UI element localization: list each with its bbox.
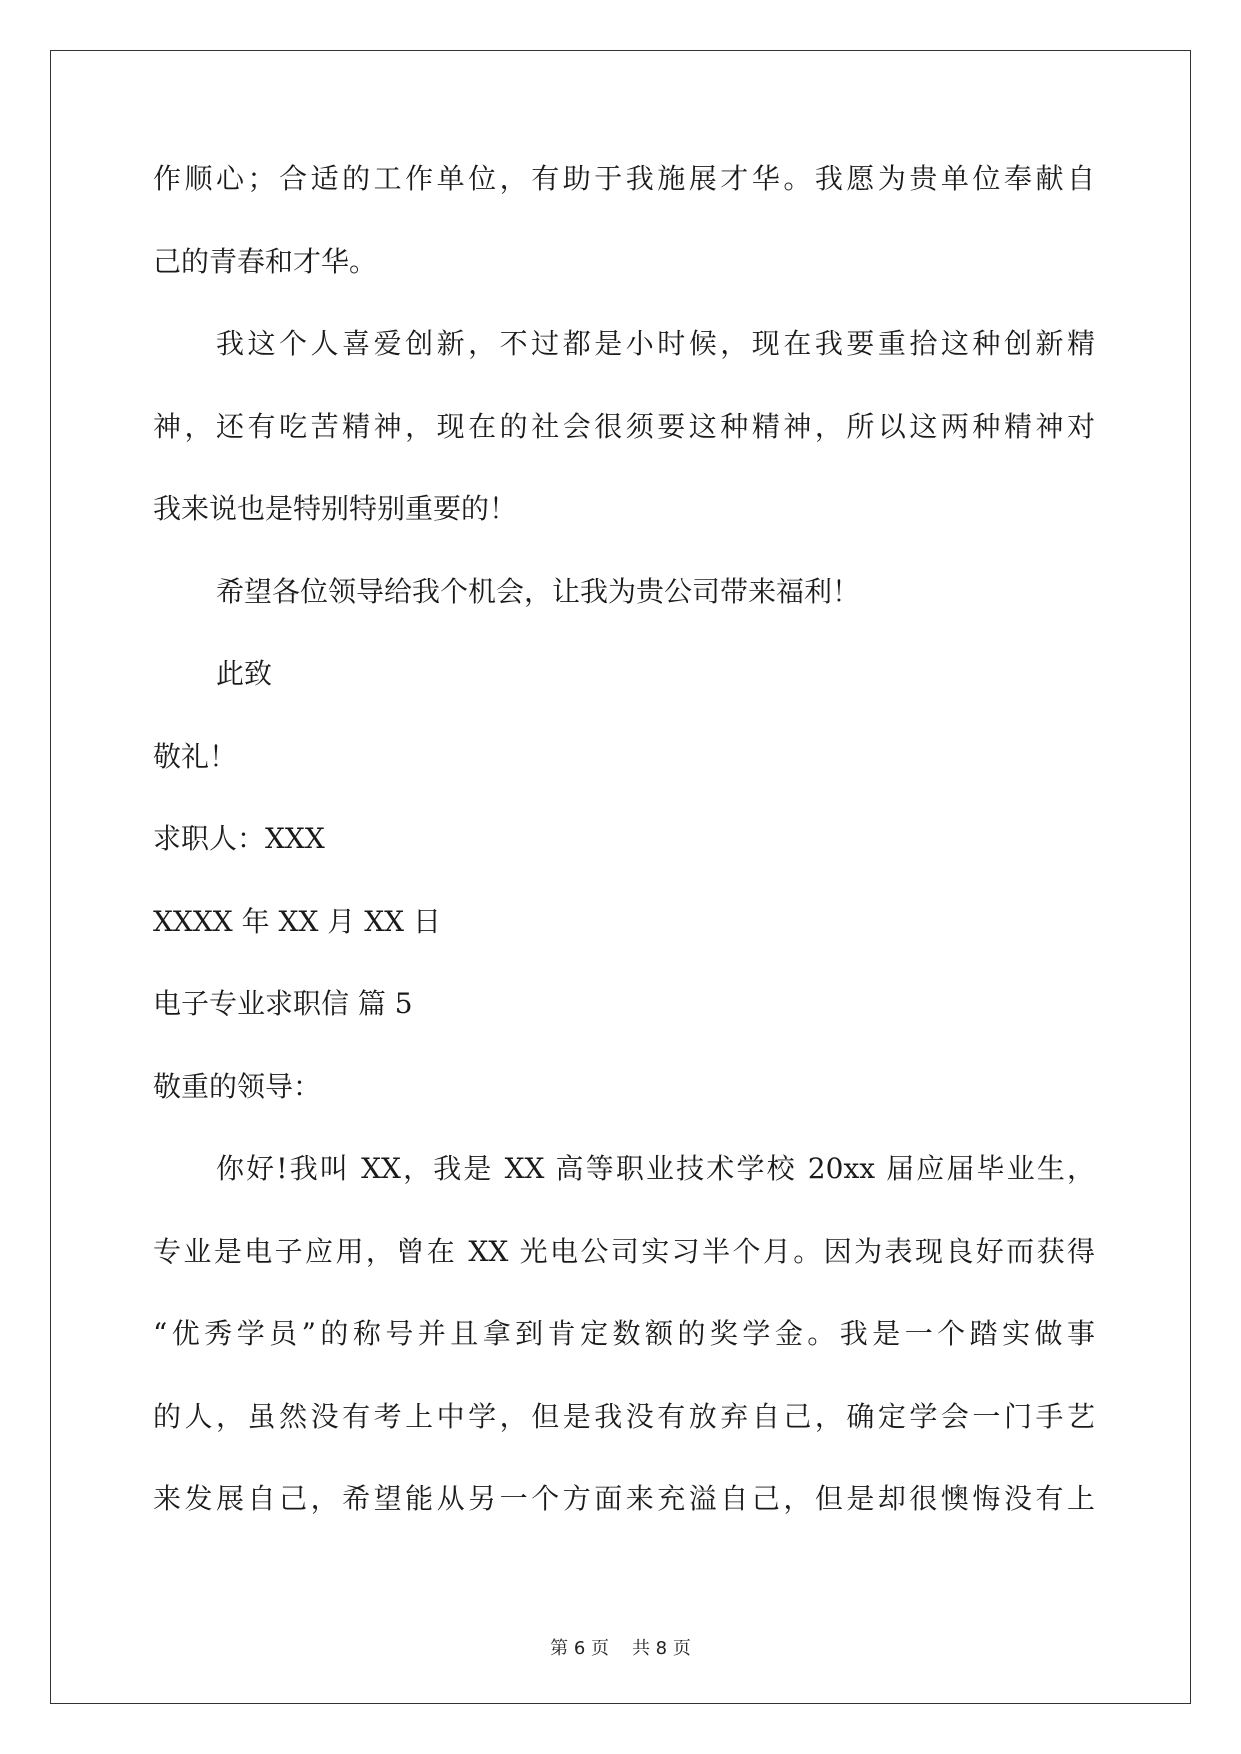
- text-line: “优秀学员”的称号并且拿到肯定数额的奖学金。我是一个踏实做事: [153, 1317, 1095, 1350]
- closing-regards: 敬礼！: [153, 739, 238, 773]
- text-line: 己的青春和才华。: [153, 244, 378, 278]
- page-number: 第 6 页 共 8 页: [550, 1638, 691, 1659]
- page-footer: [0, 1634, 1241, 1660]
- section-heading: 电子专业求职信 篇 5: [153, 987, 413, 1020]
- text-line: 专业是电子应用，曾在 XX 光电公司实习半个月。因为表现良好而获得: [153, 1234, 1095, 1268]
- letter-date: XXXX 年 XX 月 XX 日: [153, 904, 441, 938]
- text-line: 希望各位领导给我个机会，让我为贵公司带来福利！: [216, 574, 861, 608]
- text-line: 来发展自己，希望能从另一个方面来充溢自己，但是却很懊悔没有上: [153, 1482, 1095, 1515]
- text-line: 神，还有吃苦精神，现在的社会很须要这种精神，所以这两种精神对: [153, 409, 1095, 443]
- applicant-name: 求职人：XXX: [153, 822, 325, 855]
- greeting: 敬重的领导：: [153, 1069, 322, 1103]
- text-line: 的人，虽然没有考上中学，但是我没有放弃自己，确定学会一门手艺: [153, 1399, 1095, 1433]
- document-body: [153, 163, 1095, 1566]
- text-line: 你好!我叫 XX，我是 XX 高等职业技术学校 20xx 届应届毕业生，: [216, 1152, 1095, 1185]
- text-line: 我来说也是特别特别重要的！: [153, 492, 518, 525]
- closing-salutation: 此致: [216, 657, 273, 690]
- text-line: 作顺心；合适的工作单位，有助于我施展才华。我愿为贵单位奉献自: [153, 162, 1095, 195]
- text-line: 我这个人喜爱创新，不过都是小时候，现在我要重拾这种创新精: [216, 327, 1095, 360]
